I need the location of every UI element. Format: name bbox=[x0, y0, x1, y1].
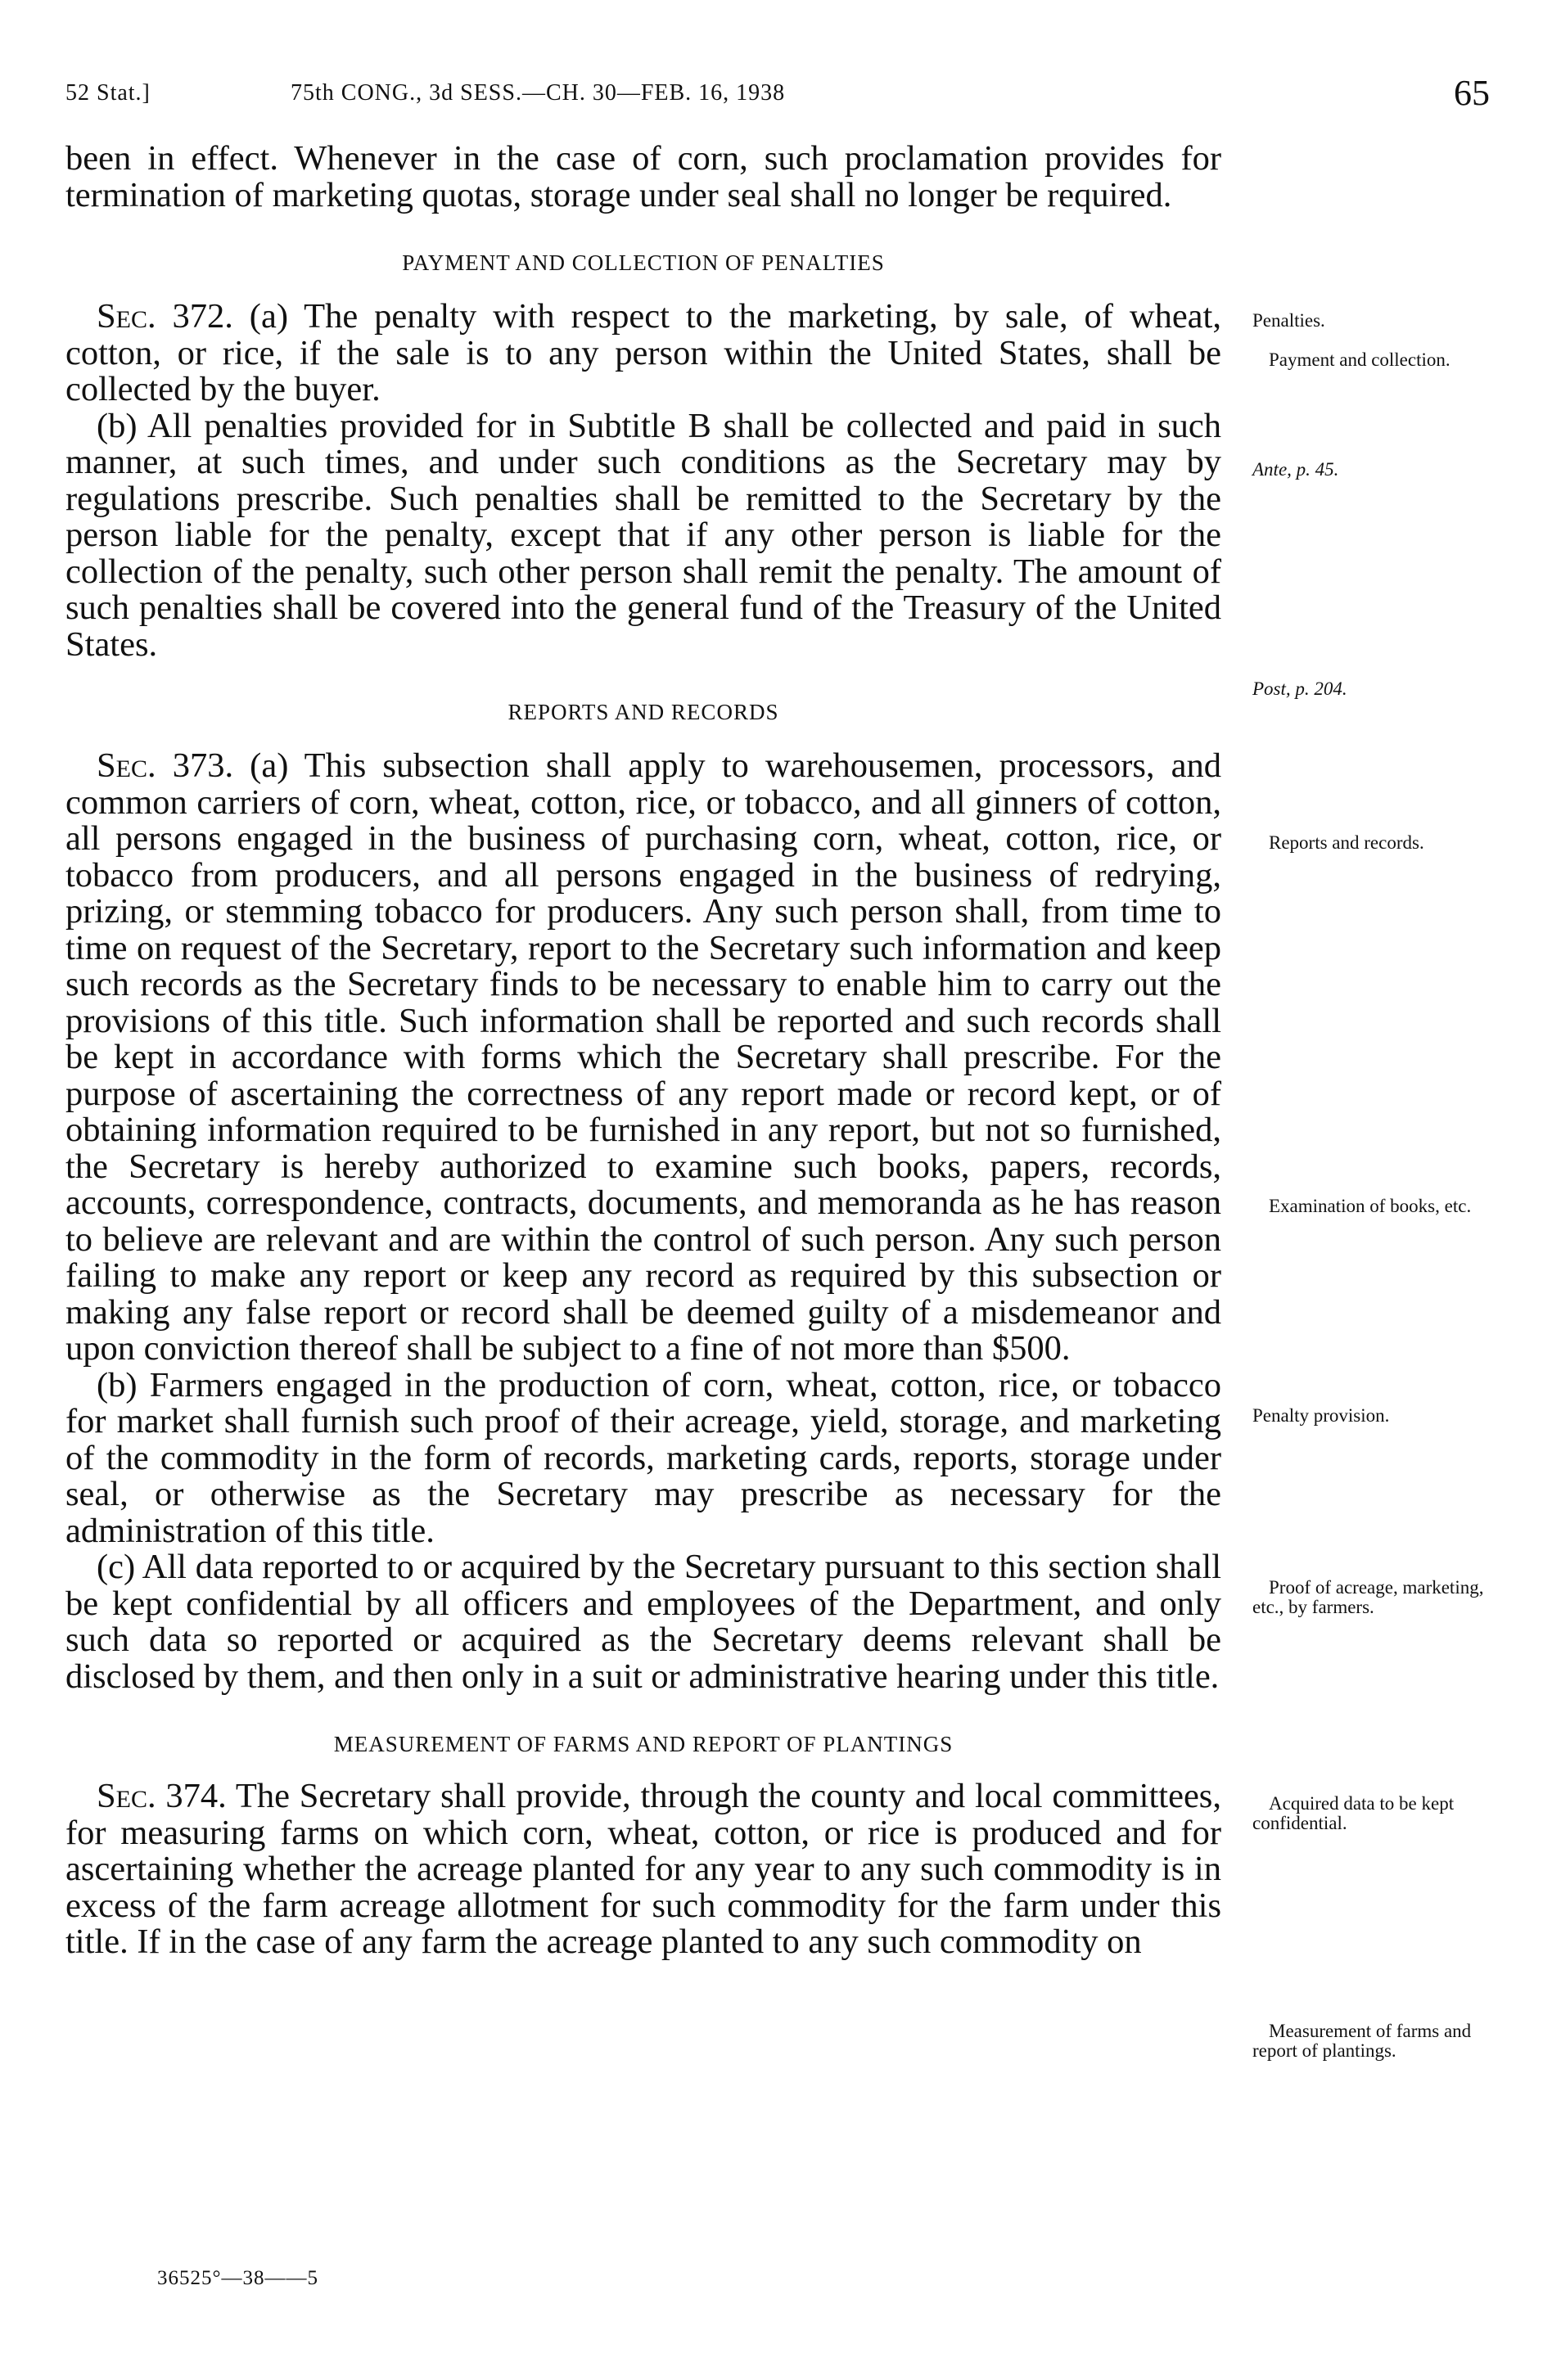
section-374-text: The Secretary shall provide, through the county and local committees, for measuring farms on which corn, wheat, cotton, or rice is produced and for ascertaining whether the acreage planted for any year to any such commodity is in excess of the farm acreage allotment for such commodity for the farm under this title. If in the case of any farm the acreage planted to any such commodity on bbox=[65, 1777, 1221, 1961]
section-373-c: (c) All data reported to or acquired by the Secretary pursuant to this section shall be kept confidential by all officers and employees of the Department, and only such data so reported or acquired as the Secretary deems relevant shall be disclosed by them, and then only in a suit or administrative hearing under this title. bbox=[65, 1548, 1221, 1696]
heading-reports-records: REPORTS AND RECORDS bbox=[508, 700, 779, 724]
heading-measurement-farms: MEASUREMENT OF FARMS AND REPORT OF PLANTINGS bbox=[333, 1732, 954, 1756]
section-372-a-text: (a) The penalty with respect to the marketing, by sale, of wheat, cotton, or rice, if the sale is to any person within the United States, shall be collected by the buyer. bbox=[65, 297, 1221, 408]
margin-note-reports-records: Reports and records. bbox=[1269, 832, 1424, 853]
statute-volume-reference: 52 Stat.] bbox=[65, 80, 151, 106]
margin-note-examination: Examination of books, etc. bbox=[1269, 1196, 1472, 1216]
section-372-label: Sec. 372. bbox=[97, 297, 233, 336]
heading-payment-collection-penalties: PAYMENT AND COLLECTION OF PENALTIES bbox=[402, 250, 885, 275]
margin-note-ante: Ante, p. 45. bbox=[1252, 459, 1339, 480]
intro-paragraph: been in effect. Whenever in the case of corn, such proclamation provides for termination of marketing quotas, storage under seal shall no longer be required. bbox=[65, 139, 1221, 214]
section-372-a bbox=[65, 299, 1221, 408]
section-373-b: (b) Farmers engaged in the production of corn, wheat, cotton, rice, or tobacco for market shall furnish such proof of their acreage, yield, storage, and marketing of the commodity in the form of records, marketing cards, reports, storage under seal, or otherwise as the Secretary may prescribe as necessary for the administration of this title. bbox=[65, 1365, 1221, 1550]
margin-note-proof-acreage: Proof of acreage, marketing, etc., by farmers. bbox=[1252, 1577, 1484, 1617]
page-number: 65 bbox=[1454, 73, 1490, 113]
section-372-b: (b) All penalties provided for in Subtitle B shall be collected and paid in such manner, at such times, and under such conditions as the Secretary may by regulations prescribe. Such penalties shall be remitted to the Secretary by the person liable for the penalty, except that if any other person is liable for the collection of the penalty, such other person shall remit the penalty. The amount of such penalties shall be covered into the general fund of the Treasury of the United States. bbox=[65, 406, 1221, 664]
margin-note-acquired-data: Acquired data to be kept confidential. bbox=[1252, 1793, 1455, 1833]
section-374 bbox=[65, 1778, 1221, 1961]
margin-notes bbox=[1252, 0, 1498, 2380]
session-chapter-date: 75th CONG., 3d SESS.—CH. 30—FEB. 16, 1938 bbox=[291, 80, 786, 106]
section-373-label: Sec. 373. bbox=[97, 746, 234, 785]
margin-note-penalty-provision: Penalty provision. bbox=[1252, 1405, 1390, 1426]
section-374-label: Sec. 374. bbox=[97, 1777, 227, 1815]
margin-note-measurement: Measurement of farms and report of plantings. bbox=[1252, 2021, 1472, 2061]
section-373-a bbox=[65, 748, 1221, 1368]
margin-note-penalties: Penalties. bbox=[1252, 310, 1325, 331]
print-signature-code: 36525°—38——5 bbox=[157, 2267, 318, 2289]
margin-note-payment-collection: Payment and collection. bbox=[1269, 349, 1450, 370]
section-373-a-text: (a) This subsection shall apply to warehousemen, processors, and common carriers of corn, wheat, cotton, rice, or tobacco, and all ginners of cotton, all persons engaged in the business of purchasing corn, wheat, cotton, rice, or tobacco from producers, and all persons engaged in the business of redrying, prizing, or stemming tobacco for producers. Any such person shall, from time to time on request of the Secretary, report to the Secretary such information and keep such records as the Secretary finds to be necessary to enable him to carry out the provisions of this title. Such information shall be reported and such records shall be kept in accordance with forms which the Secretary shall prescribe. For the purpose of ascertaining the correctness of any report made or record kept, or of obtaining information required to be furnished in any report, but not so furnished, the Secretary is hereby authorized to examine such books, papers, records, accounts, correspondence, contracts, documents, and memoranda as he has reason to believe are relevant and are within the control of such person. Any such person failing to make any report or keep any record as required by this subsection or making any false report or record shall be deemed guilty of a misdemeanor and upon conviction thereof shall be subject to a fine of not more than $500. bbox=[65, 746, 1221, 1368]
main-text-column bbox=[65, 141, 1221, 1961]
margin-note-post: Post, p. 204. bbox=[1252, 678, 1347, 699]
